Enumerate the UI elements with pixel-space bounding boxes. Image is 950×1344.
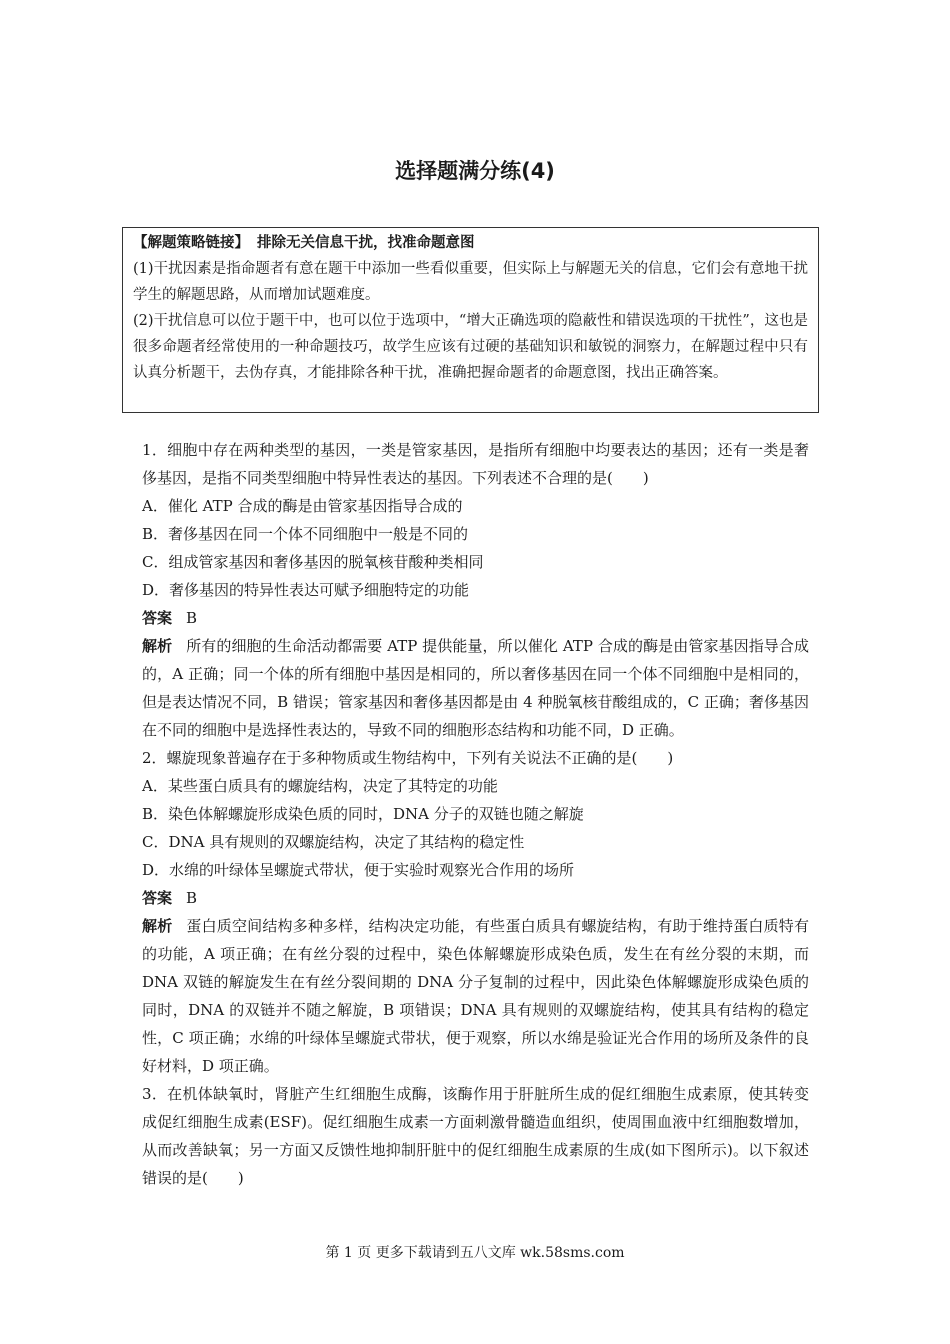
option-c: C．组成管家基因和奢侈基因的脱氧核苷酸种类相同	[142, 553, 484, 571]
analysis-label: 解析	[142, 917, 173, 935]
option-d: D．奢侈基因的特异性表达可赋予细胞特定的功能	[142, 581, 470, 599]
questions-section	[142, 436, 809, 1192]
question-stem: 3．在机体缺氧时，肾脏产生红细胞生成酶，该酶作用于肝脏所生成的促红细胞生成素原，使其转变成促红细胞生成素(ESF)。促红细胞生成素一方面刺激骨髓造血组织，使周围血液中红细胞数增加，从而改善缺氧；另一方面又反馈性地抑制肝脏中的促红细胞生成素原的生成(如下图所示)。以下叙述错误的是( )	[142, 1085, 809, 1187]
option-b: B．染色体解螺旋形成染色质的同时，DNA 分子的双链也随之解旋	[142, 805, 584, 823]
strategy-header	[133, 230, 808, 256]
strategy-box	[122, 227, 819, 413]
strategy-tag: 【解题策略链接】	[133, 234, 249, 251]
strategy-paragraph-2: (2)干扰信息可以位于题干中，也可以位于选项中，“增大正确选项的隐蔽性和错误选项的干扰性”，这也是很多命题者经常使用的一种命题技巧，故学生应该有过硬的基础知识和敏锐的洞察力，在解题过程中只有认真分析题干，去伪存真，才能排除各种干扰，准确把握命题者的命题意图，找出正确答案。	[133, 313, 808, 381]
question-1	[142, 436, 809, 744]
strategy-paragraph-1: (1)干扰因素是指命题者有意在题干中添加一些看似重要，但实际上与解题无关的信息，它们会有意地干扰学生的解题思路，从而增加试题难度。	[133, 261, 808, 303]
page-footer: 第 1 页 更多下载请到五八文库 wk.58sms.com	[325, 1245, 625, 1261]
option-d: D．水绵的叶绿体呈螺旋式带状，便于实验时观察光合作用的场所	[142, 861, 575, 879]
analysis-label: 解析	[142, 637, 173, 655]
option-a: A．某些蛋白质具有的螺旋结构，决定了其特定的功能	[142, 777, 498, 795]
answer-line	[142, 604, 809, 632]
question-stem: 2．螺旋现象普遍存在于多种物质或生物结构中，下列有关说法不正确的是( )	[142, 749, 674, 767]
answer-line	[142, 884, 809, 912]
question-stem: 1．细胞中存在两种类型的基因，一类是管家基因，是指所有细胞中均要表达的基因；还有一类是奢侈基因，是指不同类型细胞中特异性表达的基因。下列表述不合理的是( )	[142, 441, 809, 487]
option-b: B．奢侈基因在同一个体不同细胞中一般是不同的	[142, 525, 469, 543]
answer-label: 答案	[142, 609, 173, 627]
option-c: C．DNA 具有规则的双螺旋结构，决定了其结构的稳定性	[142, 833, 525, 851]
page-title: 选择题满分练(4)	[395, 159, 555, 183]
analysis-line	[142, 912, 809, 1080]
option-a: A．催化 ATP 合成的酶是由管家基因指导合成的	[142, 497, 463, 515]
answer-value: B	[186, 609, 198, 627]
question-3	[142, 1080, 809, 1192]
question-2	[142, 744, 809, 1080]
strategy-heading: 排除无关信息干扰，找准命题意图	[257, 234, 475, 251]
analysis-line	[142, 632, 809, 744]
analysis-text: 蛋白质空间结构多种多样，结构决定功能，有些蛋白质具有螺旋结构，有助于维持蛋白质特有的功能，A 项正确；在有丝分裂的过程中，染色体解螺旋形成染色质，发生在有丝分裂的末期，而 DNA 双链的解旋发生在有丝分裂间期的 DNA 分子复制的过程中，因此染色体解螺旋形成染色质的同时，DNA 的双链并不随之解旋，B 项错误；DNA 具有规则的双螺旋结构，使其具有结构的稳定性，C 项正确；水绵的叶绿体呈螺旋式带状，便于观察，所以水绵是验证光合作用的场所及条件的良好材料，D 项正确。	[142, 917, 809, 1075]
analysis-text: 所有的细胞的生命活动都需要 ATP 提供能量，所以催化 ATP 合成的酶是由管家基因指导合成的，A 正确；同一个体的所有细胞中基因是相同的，所以奢侈基因在同一个体不同细胞中是相同的，但是表达情况不同，B 错误；管家基因和奢侈基因都是由 4 种脱氧核苷酸组成的，C 正确；奢侈基因在不同的细胞中是选择性表达的，导致不同的细胞形态结构和功能不同，D 正确。	[142, 637, 809, 739]
answer-value: B	[186, 889, 198, 907]
answer-label: 答案	[142, 889, 173, 907]
